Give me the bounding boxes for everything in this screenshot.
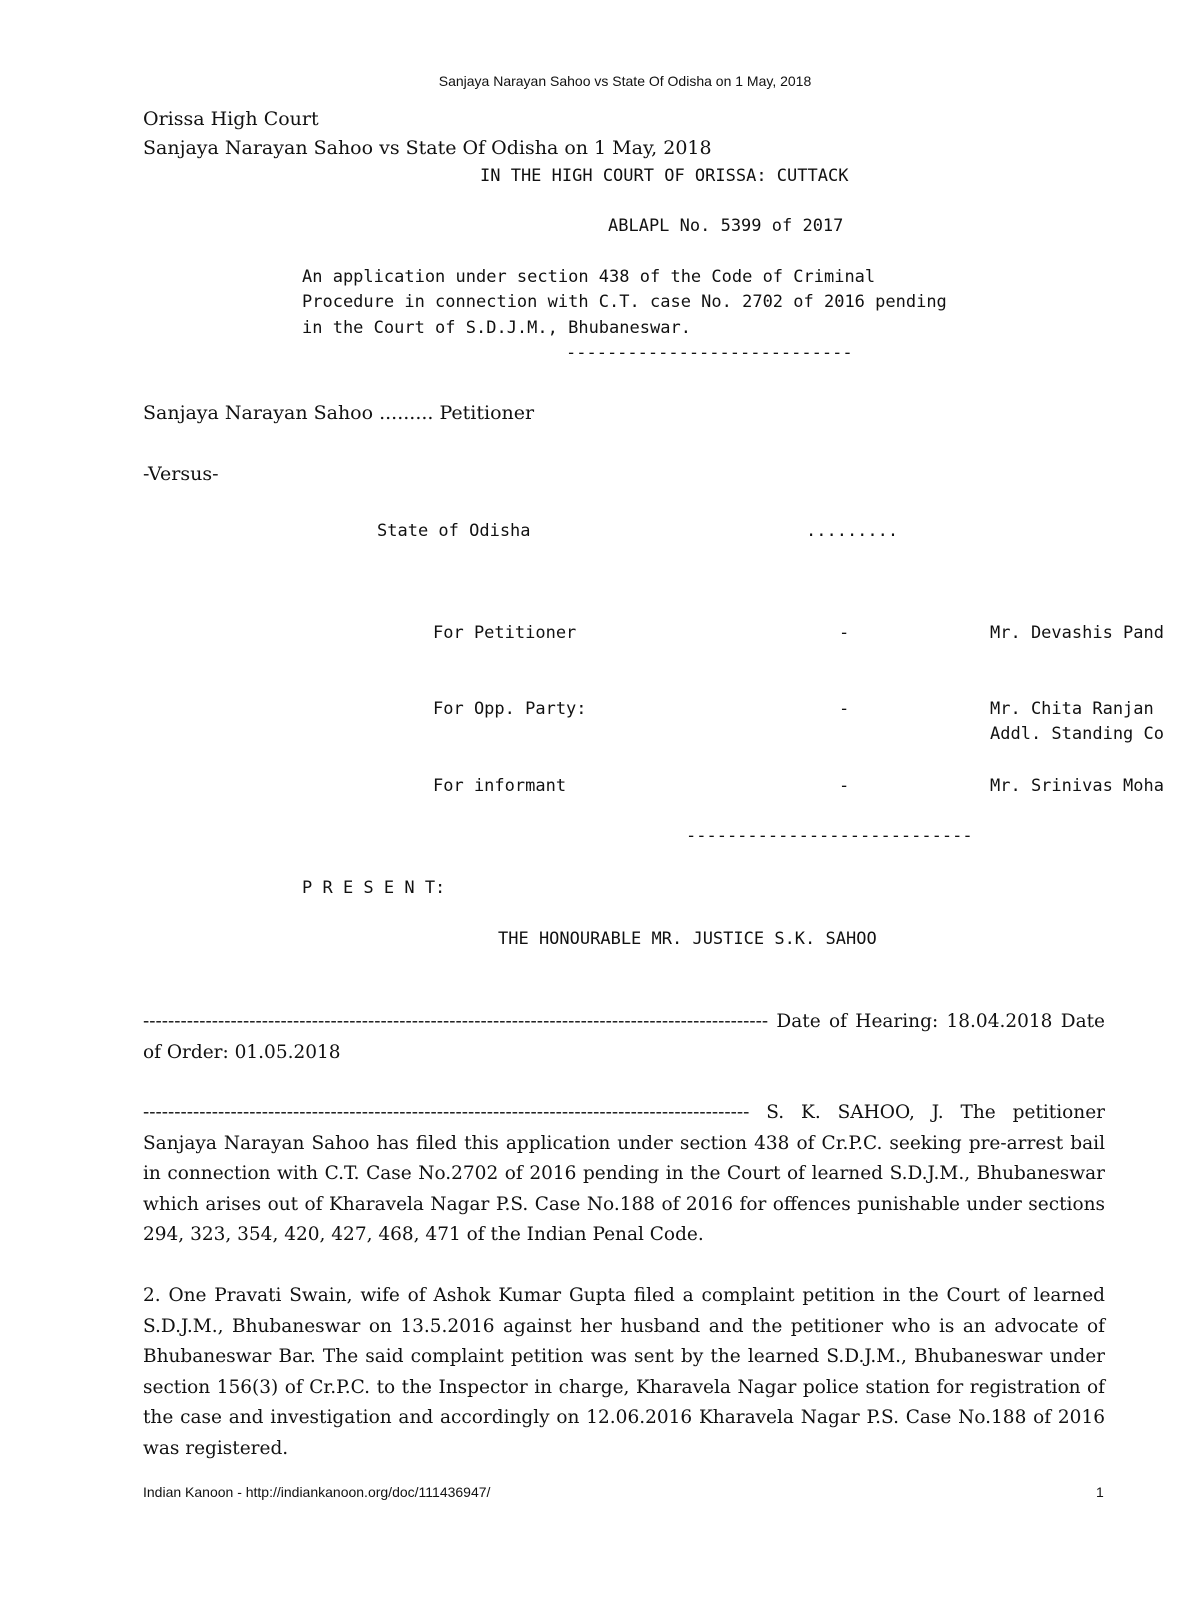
counsel-dash: - [839, 699, 850, 719]
application-line: An application under section 438 of the Code of Criminal [302, 267, 876, 287]
page-number: 1 [1096, 1484, 1104, 1500]
counsel-designation: Addl. Standing Co [990, 724, 1164, 744]
paragraph-1: ------------------------------------------------------------------------------------------------- S. K. SAHOO, J. The petitioner Sanjaya Narayan Sahoo has filed this application under section 438 of Cr.P.C. seeking pre-arrest bail in connection with C.T. Case No.2702 of 2016 pending in the Court of learned S.D.J.M., Bhubaneswar which arises out of Kharavela Nagar P.S. Case No.188 of 2016 for offences punishable under sections 294, 323, 354, 420, 427, 468, 471 of the Indian Penal Code. [143, 1102, 1105, 1245]
court-heading: IN THE HIGH COURT OF ORISSA: CUTTACK [480, 166, 849, 186]
running-header: Sanjaya Narayan Sahoo vs State Of Odisha on 1 May, 2018 [438, 73, 812, 89]
counsel-name: Mr. Chita Ranjan [990, 699, 1154, 719]
case-number: ABLAPL No. 5399 of 2017 [608, 216, 844, 236]
application-line: in the Court of S.D.J.M., Bhubaneswar. [302, 318, 691, 338]
case-title: Sanjaya Narayan Sahoo vs State Of Odisha on 1 May, 2018 [143, 137, 712, 159]
counsel-dash: - [839, 623, 850, 643]
paragraph-2: 2. One Pravati Swain, wife of Ashok Kumar Gupta filed a complaint petition in the Court of learned S.D.J.M., Bhubaneswar on 13.5.2016 against her husband and the petitioner who is an advocate of Bhubaneswar Bar. The said complaint petition was sent by the learned S.D.J.M., Bhubaneswar under section 156(3) of Cr.P.C. to the Inspector in charge, Kharavela Nagar police station for registration of the case and investigation and accordingly on 12.06.2016 Kharavela Nagar P.S. Case No.188 of 2016 was registered. [143, 1285, 1105, 1459]
respondent-dots: ......... [806, 521, 899, 541]
respondent-name: State of Odisha [377, 521, 531, 541]
dates-paragraph: ---------------------------------------------------------------------------------------------------- Date of Hearing: 18.04.2018 Date of Order: 01.05.2018 [143, 1011, 1105, 1063]
court-name: Orissa High Court [143, 108, 319, 130]
counsel-name: Mr. Devashis Pand [990, 623, 1164, 643]
versus-label: -Versus- [143, 463, 219, 485]
separator-line: ---------------------------- [566, 343, 853, 363]
counsel-role: For Opp. Party: [433, 699, 587, 719]
counsel-name: Mr. Srinivas Moha [990, 776, 1164, 796]
counsel-dash: - [839, 776, 850, 796]
counsel-role: For informant [433, 776, 567, 796]
petitioner-line: Sanjaya Narayan Sahoo ......... Petitioner [143, 402, 535, 424]
present-label: P R E S E N T: [302, 878, 446, 898]
footer-source: Indian Kanoon - http://indiankanoon.org/doc/111436947/ [143, 1484, 491, 1500]
application-line: Procedure in connection with C.T. case No. 2702 of 2016 pending [302, 292, 947, 312]
judge-name: THE HONOURABLE MR. JUSTICE S.K. SAHOO [498, 929, 877, 949]
separator-line: ---------------------------- [686, 826, 973, 846]
counsel-role: For Petitioner [433, 623, 577, 643]
